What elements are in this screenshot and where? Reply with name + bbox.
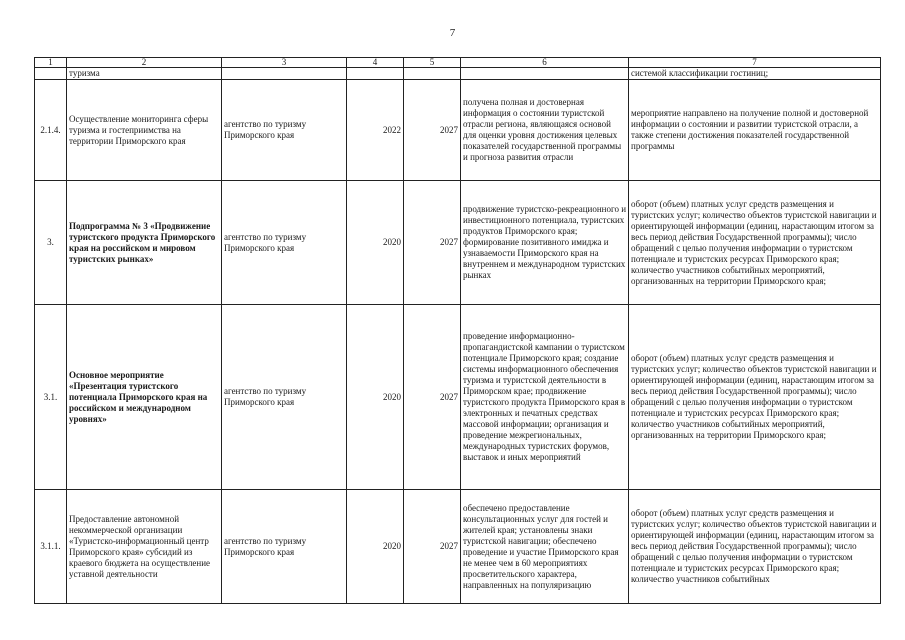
item-number: 3. bbox=[35, 181, 67, 305]
item-result bbox=[461, 68, 629, 80]
item-result: обеспечено предоставление консультационных услуг для гостей и жителей края; установлены знаки туристской навигации; обеспечено проведение и участие Приморского края не менее чем в 60 мероприятиях просветительского характера, направленных на популяризацию bbox=[461, 490, 629, 604]
item-result: продвижение туристско-рекреационного и инвестиционного потенциала, туристских продуктов Приморского края; формирование позитивного имиджа и узнаваемости Приморского края на внутреннем и международном туристских рынках bbox=[461, 181, 629, 305]
item-end-year: 2027 bbox=[404, 490, 461, 604]
item-executor bbox=[222, 68, 347, 80]
header-cell: 7 bbox=[629, 58, 881, 68]
page-number: 7 bbox=[449, 27, 456, 39]
item-indicator-link: системой классификации гостиниц; bbox=[629, 68, 881, 80]
item-start-year: 2020 bbox=[347, 305, 404, 490]
program-table bbox=[34, 57, 881, 604]
item-result: проведение информационно-пропагандистской кампании о туристском потенциале Приморского края; создание системы информационного обеспечения туризма и туристской деятельности в Приморском крае; продвижение туристского продукта Приморского края в электронных и печатных средствах массовой информации; организация и проведение межрегиональных, международных туристских форумов, выставок и иных мероприятий bbox=[461, 305, 629, 490]
header-cell: 4 bbox=[347, 58, 404, 68]
table-row bbox=[35, 305, 881, 490]
item-end-year bbox=[404, 68, 461, 80]
item-executor: агентство по туризму Приморского края bbox=[222, 80, 347, 181]
item-executor: агентство по туризму Приморского края bbox=[222, 305, 347, 490]
table-row bbox=[35, 80, 881, 181]
item-start-year bbox=[347, 68, 404, 80]
item-start-year: 2022 bbox=[347, 80, 404, 181]
item-indicator-link: оборот (объем) платных услуг средств размещения и туристских услуг; количество объектов туристской навигации и ориентирующей информации (единиц, нарастающим итогом за весь период действия Государственной программы); число обращений с целью получения информации о туристском потенциале и туристских ресурсах Приморского края; количество участников событийных мероприятий, организованных на территории Приморского края; bbox=[629, 181, 881, 305]
item-number: 3.1. bbox=[35, 305, 67, 490]
item-number: 2.1.4. bbox=[35, 80, 67, 181]
item-indicator-link: мероприятие направлено на получение полной и достоверной информации о состоянии и развитии туристской отрасли, а также степени достижения показателей государственной программы bbox=[629, 80, 881, 181]
item-end-year: 2027 bbox=[404, 80, 461, 181]
item-executor: агентство по туризму Приморского края bbox=[222, 181, 347, 305]
item-number: 3.1.1. bbox=[35, 490, 67, 604]
item-indicator-link: оборот (объем) платных услуг средств размещения и туристских услуг; количество объектов туристской навигации и ориентирующей информации (единиц, нарастающим итогом за весь период действия Государственной программы); число обращений с целью получения информации о туристском потенциале и туристских ресурсах Приморского края; количество участников событийных bbox=[629, 490, 881, 604]
item-result: получена полная и достоверная информация о состоянии туристской отрасли региона, являющаяся основой для оценки уровня достижения целевых показателей государственной программы и прогноза развития отрасли bbox=[461, 80, 629, 181]
header-cell: 5 bbox=[404, 58, 461, 68]
item-start-year: 2020 bbox=[347, 490, 404, 604]
header-cell: 6 bbox=[461, 58, 629, 68]
item-executor: агентство по туризму Приморского края bbox=[222, 490, 347, 604]
table-row bbox=[35, 490, 881, 604]
item-start-year: 2020 bbox=[347, 181, 404, 305]
item-name: Предоставление автономной некоммерческой организации «Туристско-информационный центр Приморского края» субсидий из краевого бюджета на осуществление уставной деятельности bbox=[67, 490, 222, 604]
header-cell: 1 bbox=[35, 58, 67, 68]
table-row bbox=[35, 68, 881, 80]
header-cell: 3 bbox=[222, 58, 347, 68]
item-indicator-link: оборот (объем) платных услуг средств размещения и туристских услуг; количество объектов туристской навигации и ориентирующей информации (единиц, нарастающим итогом за весь период действия Государственной программы); число обращений с целью получения информации о туристском потенциале и туристских ресурсах Приморского края; количество участников событийных мероприятий, организованных на территории Приморского края; bbox=[629, 305, 881, 490]
item-end-year: 2027 bbox=[404, 181, 461, 305]
item-number bbox=[35, 68, 67, 80]
item-name: Подпрограмма № 3 «Продвижение туристского продукта Приморского края на российском и мировом туристских рынках» bbox=[67, 181, 222, 305]
header-row bbox=[35, 58, 881, 68]
item-name: Основное мероприятие «Презентация туристского потенциала Приморского края на российском и международном уровнях» bbox=[67, 305, 222, 490]
item-end-year: 2027 bbox=[404, 305, 461, 490]
item-name: Осуществление мониторинга сферы туризма и гостеприимства на территории Приморского края bbox=[67, 80, 222, 181]
table-row bbox=[35, 181, 881, 305]
header-cell: 2 bbox=[67, 58, 222, 68]
item-name: туризма bbox=[67, 68, 222, 80]
